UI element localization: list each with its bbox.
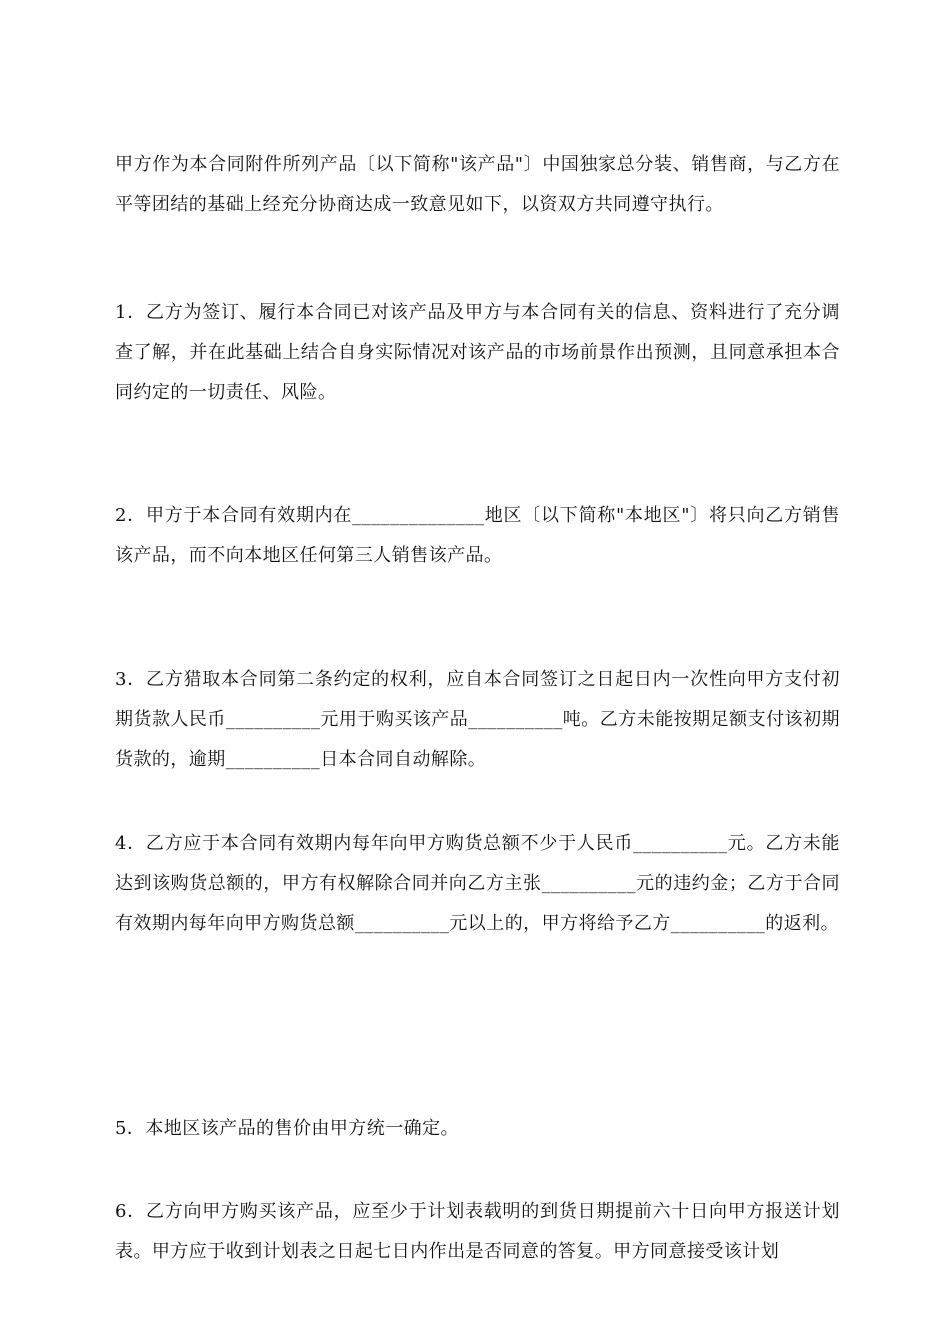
clause-1-paragraph: 1．乙方为签订、履行本合同已对该产品及甲方与本合同有关的信息、资料进行了充分调查了解，并在此基础上结合自身实际情况对该产品的市场前景作出预测，且同意承担本合同约定的一切责任、风险。: [115, 302, 840, 403]
clause-4-paragraph: 4．乙方应于本合同有效期内每年向甲方购货总额不少于人民币__________元。乙方未能达到该购货总额的，甲方有权解除合同并向乙方主张__________元的违约金；乙方于合同有效期内每年向甲方购货总额__________元以上的，甲方将给予乙方__________的返利。: [115, 833, 840, 934]
intro-paragraph: 甲方作为本合同附件所列产品〔以下简称"该产品"〕中国独家总分装、销售商，与乙方在平等团结的基础上经充分协商达成一致意见如下，以资双方共同遵守执行。: [115, 154, 840, 215]
clause-2-paragraph: 2．甲方于本合同有效期内在______________地区〔以下简称"本地区"〕将只向乙方销售该产品，而不向本地区任何第三人销售该产品。: [115, 505, 840, 566]
clause-5-paragraph: 5．本地区该产品的售价由甲方统一确定。: [115, 1118, 460, 1139]
clause-3-paragraph: 3．乙方猎取本合同第二条约定的权利，应自本合同签订之日起日内一次性向甲方支付初期货款人民币__________元用于购买该产品__________吨。乙方未能按期足额支付该初期货款的，逾期__________日本合同自动解除。: [115, 669, 840, 770]
clause-6-paragraph: 6．乙方向甲方购买该产品，应至少于计划表载明的到货日期提前六十日向甲方报送计划表。甲方应于收到计划表之日起七日内作出是否同意的答复。甲方同意接受该计划: [115, 1201, 840, 1262]
